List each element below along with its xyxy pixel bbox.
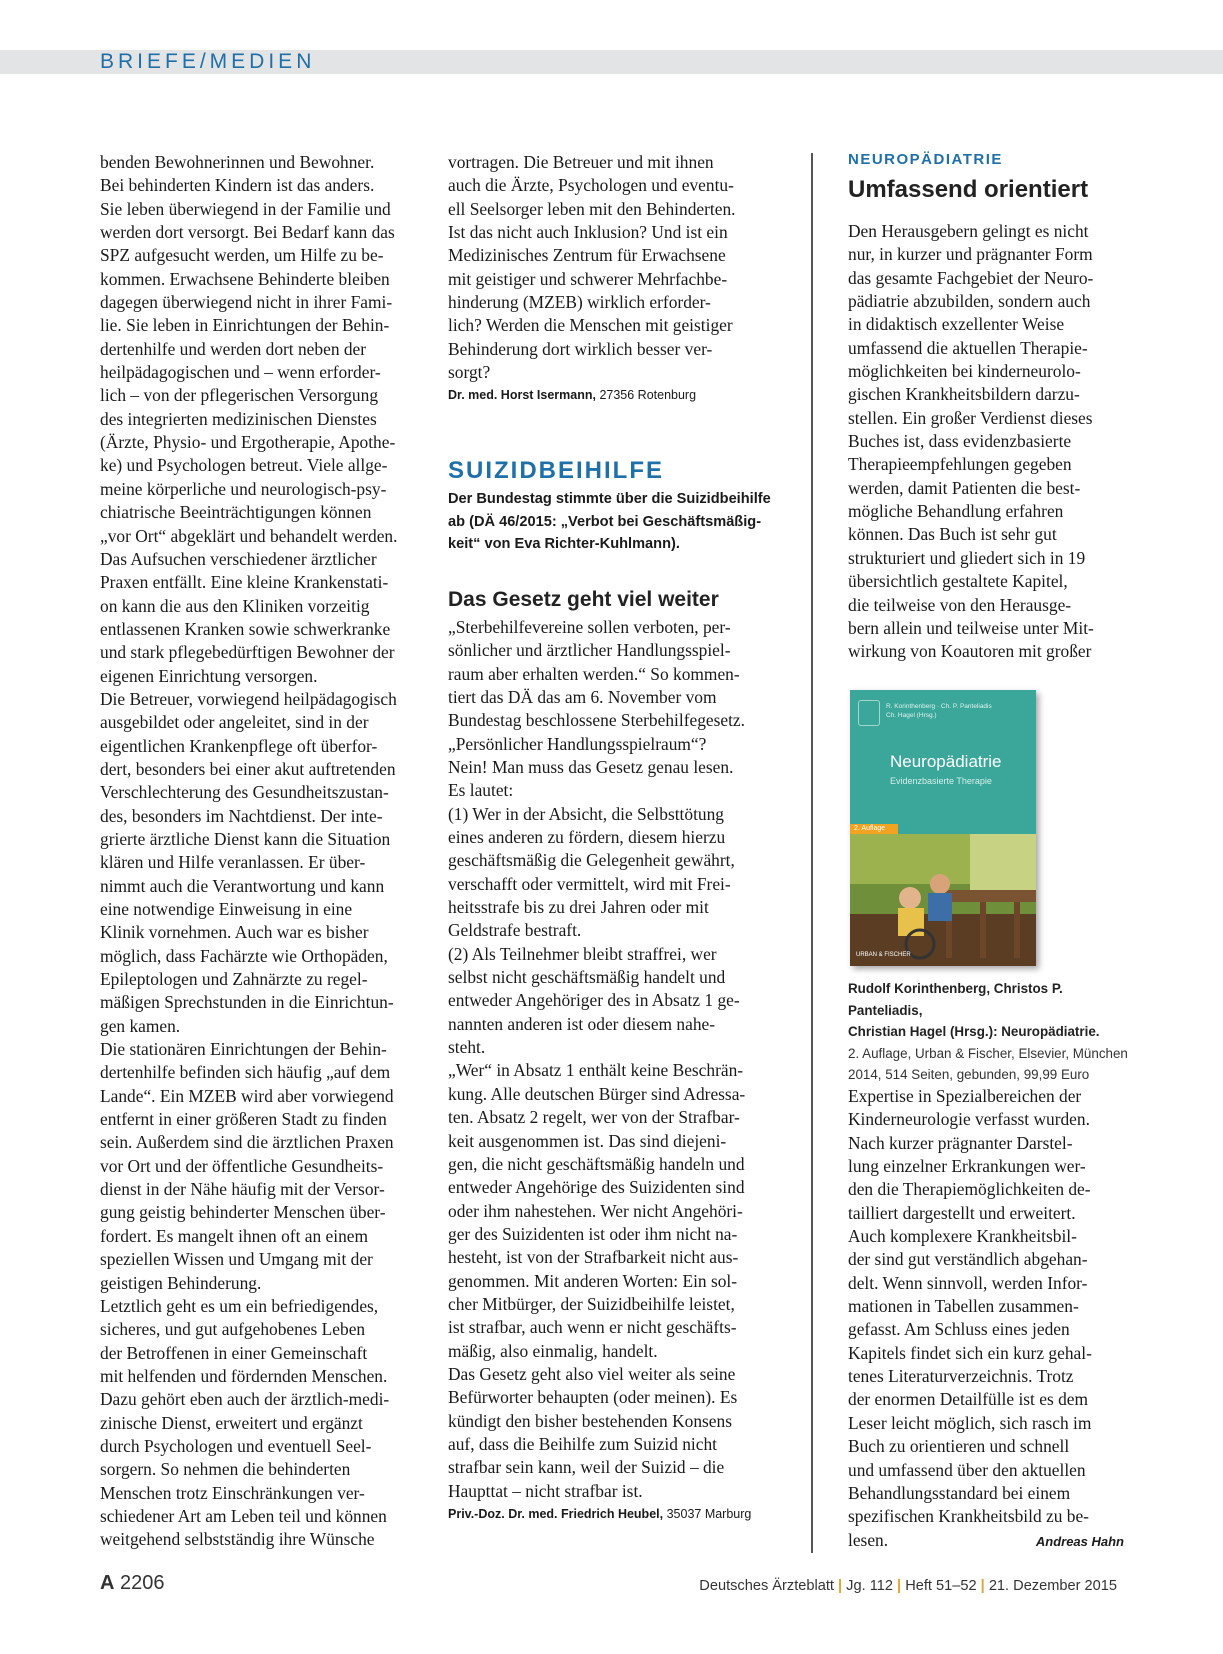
letter-body: „Sterbehilfevereine sollen verboten, per- sönlicher und ärztlicher Handlungsspiel- raum aber erhalten werden.“ So kommen- tiert das DÄ das am 6. November vom Bundestag beschlossene Sterbehilfegesetz. „Persönlicher Handlungsspielraum“? Nein! Man muss das Gesetz genau lesen. Es lautet: (1) Wer in der Absicht, die Selbsttötung eines anderen zu fördern, diesem hierzu geschäftsmäßig die Gelegenheit gewährt, verschafft oder vermittelt, wird mit Frei- heitsstrafe bis zu drei Jahren oder mit Geldstrafe bestraft. (2) Als Teilnehmer bleibt straffrei, wer selbst nicht geschäftsmäßig handelt und entweder Angehöriger des in Absatz 1 ge- nannten anderen ist oder diesem nahe- steht. „Wer“ in Absatz 1 enthält keine Beschrän- kung. Alle deutschen Bürger sind Adressa- ten. Absatz 2 regelt, wer von der Strafbar- keit ausgenommen ist. Das sind diejeni- gen, die nicht geschäftsmäßig handeln und entweder Angehörige des Suizidenten sind oder ihm nahestehen. Wer nicht Angehöri- ger des Suizidenten ist oder ihm nicht na- hesteht, ist von der Strafbarkeit nicht aus- genommen. Mit anderen Worten: Ein sol- cher Mitbürger, der Suizidbeihilfe leistet, ist strafbar, auch wenn er nicht geschäfts- mäßig, also einmalig, handelt. Das Gesetz geht also viel weiter als seine Befürworter behaupten (oder meinen). Es kündigt den bisher bestehenden Konsens auf, dass die Beihilfe zum Suizid nicht strafbar sein kann, weil der Suizid – die Haupttat – nicht strafbar ist. xyxy=(448,616,746,1501)
page-number xyxy=(100,1572,165,1595)
journal-name: Deutsches Ärzteblatt xyxy=(699,1578,834,1594)
kicker-neuropaediatrie: NEUROPÄDIATRIE xyxy=(848,151,1003,168)
book-cover xyxy=(850,690,1036,966)
signature-name: Priv.-Doz. Dr. med. Friedrich Heubel, xyxy=(448,1507,664,1521)
letter-column-1 xyxy=(100,151,430,1552)
page-number-value: 2206 xyxy=(120,1572,165,1594)
journal-volume: Jg. 112 xyxy=(846,1578,893,1594)
letter-headline: Das Gesetz geht viel weiter xyxy=(448,587,719,611)
letter-body-ending: vortragen. Die Betreuer und mit ihnen auch die Ärzte, Psychologen und eventu- ell Seelsorger leben mit den Behinderten. Ist das nicht auch Inklusion? Und ist ein Medizinisches Zentrum für Erwachsene mit geistiger und schwerer Mehrfachbe- hinderung (MZEB) wirklich erforder- lich? Werden die Menschen mit geistiger Behinderung dort wirklich besser ver- sorgt? xyxy=(448,152,736,383)
column-divider xyxy=(811,153,813,1553)
book-subtitle: Evidenzbasierte Therapie xyxy=(890,776,992,786)
footer-separator: | xyxy=(980,1578,985,1594)
book-edition: 2. Auflage xyxy=(850,824,898,834)
letter-signature-2 xyxy=(448,1505,778,1523)
review-author: Andreas Hahn xyxy=(1035,1533,1124,1549)
book-cover-photo xyxy=(850,820,1036,966)
book-caption xyxy=(848,978,1128,1086)
review-text-end: lesen. xyxy=(848,1529,889,1550)
book-title: Neuropädiatrie xyxy=(890,752,1002,771)
review-headline: Umfassend orientiert xyxy=(848,176,1089,203)
journal-issue: Heft 51–52 xyxy=(905,1578,977,1594)
footer-separator: | xyxy=(897,1578,902,1594)
letter-column-2 xyxy=(448,151,778,1523)
review-body-2 xyxy=(848,1085,1124,1553)
letter-intro: Der Bundestag stimmte über die Suizidbeihilfe ab (DÄ 46/2015: „Verbot bei Geschäftsmäßig- keit“ von Eva Richter-Kuhlmann). xyxy=(448,491,771,553)
letter-body-continued: benden Bewohnerinnen und Bewohner. Bei behinderten Kindern ist das anders. Sie leben überwiegend in der Familie und werden dort versorgt. Bei Bedarf kann das SPZ aufgesucht werden, um Hilfe zu be- kommen. Erwachsene Behinderte bleiben dagegen überwiegend nicht in ihrer Fami- lie. Sie leben in Einrichtungen der Behin- dertenhilfe und werden dort neben der heilpädagogischen und – wenn erforder- lich – von der pflegerischen Versorgung des integrierten medizinischen Dienstes (Ärzte, Physio- und Ergotherapie, Apothe- ke) und Psychologen betreut. Viele allge- meine körperliche und neurologisch-psy- chiatrische Beeinträchtigungen können „vor Ort“ abgeklärt und behandelt werden. Das Aufsuchen verschiedener ärztlicher Praxen entfällt. Eine kleine Krankenstati- on kann die aus den Kliniken vorzeitig entlassenen Kranken sowie schwerkranke und stark pflegebedürftigen Bewohner der eigenen Einrichtung versorgen. Die Betreuer, vorwiegend heilpädagogisch ausgebildet oder angeleitet, sind in der eigentlichen Krankenpflege oft überfor- dert, besonders bei einer akut auftretenden Verschlechterung des Gesundheitszustan- des, besonders im Nachtdienst. Der inte- grierte ärztliche Dienst kann die Situation klären und Hilfe veranlassen. Er über- nimmt auch die Verantwortung und kann eine notwendige Einweisung in eine Klinik vornehmen. Auch war es bisher möglich, dass Fachärzte wie Orthopäden, Epileptologen und Zahnärzte zu regel- mäßigen Sprechstunden in die Einrichtun- gen kamen. Die stationären Einrichtungen der Behin- dertenhilfe befinden sich häufig „auf dem Lande“. Ein MZEB wird aber vorwiegend entfernt in einer größeren Stadt zu finden sein. Außerdem sind die ärztlichen Praxen vor Ort und der öffentliche Gesundheits- dienst in der Nähe häufig mit der Versor- gung geistig behinderter Menschen über- fordert. Es mangelt ihnen oft an einem speziellen Wissen und Umgang mit der geistigen Behinderung. Letztlich geht es um ein befriedigendes, sicheres, und gut aufgehobenes Leben der Betroffenen in einer Gemeinschaft mit helfenden und fördernden Menschen. Dazu gehört eben auch der ärztlich-medi- zinische Dienst, erweitert und ergänzt durch Psychologen und eventuell Seel- sorgern. So nehmen die behinderten Menschen trotz Einschränkungen ver- schiedener Art am Leben teil und können weitgehend selbstständig ihre Wünsche xyxy=(100,152,398,1550)
book-authors: R. Korinthenberg · Ch. P. Panteliadis Ch. Hagel (Hrsg.) xyxy=(886,703,992,719)
publisher-logo-icon xyxy=(858,700,880,726)
review-text-2: Expertise in Spezialbereichen der Kinderneurologie verfasst wurden. Nach kurzer prägnanter Darstel- lung einzelner Erkrankungen wer- den die Therapiemöglichkeiten de- tailliert dargestellt und erweitert. Auch komplexere Krankheitsbil- der sind gut verständlich abgehan- delt. Wenn sinnvoll, werden Infor- mationen in Tabellen zusammen- gefasst. Am Schluss eines jeden Kapitels findet sich ein kurz gehal- tenes Literaturverzeichnis. Trotz der enormen Detailfülle ist es dem Leser leicht möglich, sich rasch im Buch zu orientieren und schnell und umfassend über den aktuellen Behandlungsstandard bei einem spezifischen Krankheitsbild zu be- xyxy=(848,1086,1092,1527)
footer-separator: | xyxy=(838,1578,843,1594)
journal-info xyxy=(699,1578,1117,1594)
signature-name: Dr. med. Horst Isermann, xyxy=(448,388,596,403)
book-caption-details: 2. Auflage, Urban & Fischer, Elsevier, München 2014, 514 Seiten, gebunden, 99,99 Euro xyxy=(848,1045,1128,1082)
review-last-line xyxy=(848,1529,1124,1553)
signature-place: 27356 Rotenburg xyxy=(595,388,697,403)
book-publisher: URBAN & FISCHER xyxy=(856,952,911,958)
journal-date: 21. Dezember 2015 xyxy=(988,1578,1117,1594)
page-prefix: A xyxy=(100,1572,115,1594)
review-text-1: Den Herausgebern gelingt es nicht nur, in kurzer und prägnanter Form das gesamte Fachgebiet der Neuro- pädiatrie abzubilden, sondern auch in didaktisch exzellenter Weise umfassend die aktuellen Therapie- möglichkeiten bei kinderneurolo- gischen Krankheitsbildern darzu- stellen. Ein großer Verdienst dieses Buches ist, dass evidenzbasierte Therapieempfehlungen gegeben werden, damit Patienten die best- mögliche Behandlung erfahren können. Das Buch ist sehr gut strukturiert und gliedert sich in 19 übersichtlich gestaltete Kapitel, die teilweise von den Herausge- bern allein und teilweise unter Mit- wirkung von Koautoren mit großer xyxy=(848,221,1094,662)
section-title: BRIEFE/MEDIEN xyxy=(100,50,316,73)
letter-signature-1 xyxy=(448,386,778,404)
kicker-suizidbeihilfe: SUIZIDBEIHILFE xyxy=(448,457,665,485)
book-caption-bold: Rudolf Korinthenberg, Christos P. Panteliadis, Christian Hagel (Hrsg.): Neuropädiatrie. xyxy=(848,981,1100,1039)
review-body-1 xyxy=(848,220,1124,664)
signature-place: 35037 Marburg xyxy=(663,1507,752,1521)
